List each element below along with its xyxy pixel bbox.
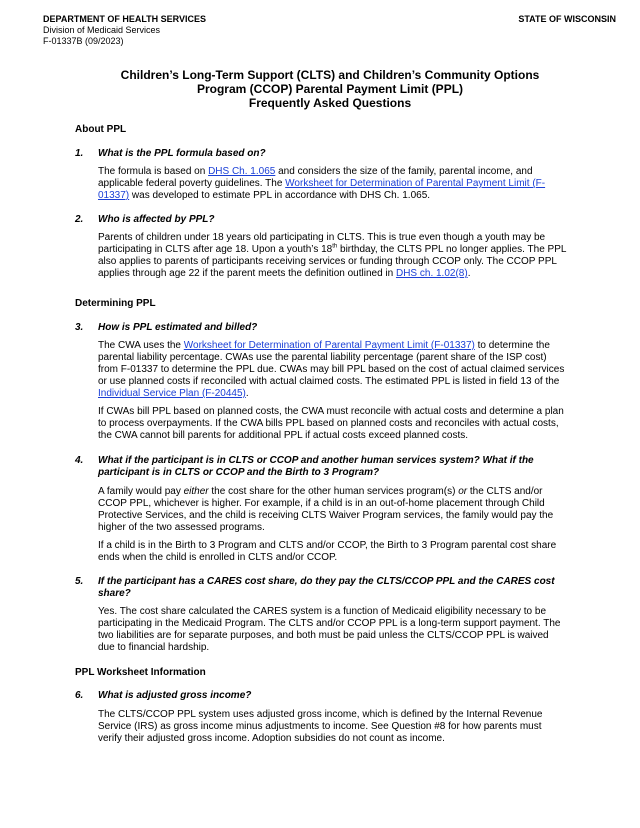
title-line-2: Program (CCOP) Parental Payment Limit (PPL) — [196, 82, 464, 96]
title-line-3: Frequently Asked Questions — [248, 96, 412, 110]
form-number: F-01337B (09/2023) — [43, 36, 124, 46]
answer-paragraph: The CLTS/CCOP PPL system uses adjusted gross income, which is defined by the Internal Revenue Service (IRS) as gross income minus adjustments to income. See Question #8 for how parents must verify their adjusted gross income. Adoption subsidies do not count as income. — [98, 709, 543, 744]
question-text: What is the PPL formula based on? — [98, 148, 266, 159]
question-text: What if the participant is in CLTS or CCOP and another human services system? What if the participant is in CLTS or CCOP and the Birth to 3 Program? — [98, 455, 534, 478]
question-number: 5. — [75, 576, 84, 587]
dhs-ch-1028-link[interactable]: DHS ch. 1.02(8) — [395, 268, 468, 279]
answer-paragraph: A family would pay either the cost share for the other human services program(s) or the CLTS and/or CCOP PPL, whichever is higher. For example, if a child is in an out-of-home placement through Child Protective Services, and the child is receiving CLTS Waiver Program services, the family would pay the higher of the two assessed programs. — [98, 486, 554, 533]
question-number: 1. — [75, 148, 84, 159]
answer-paragraph: The CWA uses the Worksheet for Determination of Parental Payment Limit (F-01337) to determine the parental liability percentage. CWAs use the parental liability percentage (parent share of the ISP cost) from F-01337 to determine the PPL due. CWAs may bill PPL based on the cost of actual claimed services or use planned costs if reconciled with actual claimed costs. The estimated PPL is listed in field 13 of the Individual Service Plan (F-20445). — [98, 340, 565, 399]
individual-service-plan-link[interactable]: Individual Service Plan (F-20445) — [98, 388, 246, 399]
question-text: If the participant has a CARES cost share, do they pay the CLTS/CCOP PPL and the CARES cost share? — [98, 576, 555, 599]
question-number: 4. — [75, 455, 84, 466]
question-number: 6. — [75, 690, 84, 701]
division-name: Division of Medicaid Services — [43, 25, 161, 35]
question-text: How is PPL estimated and billed? — [98, 322, 258, 333]
document-header — [43, 14, 616, 47]
page-title — [60, 68, 600, 110]
section-heading-about: About PPL — [75, 124, 127, 135]
worksheet-f01337-link[interactable]: Worksheet for Determination of Parental Payment Limit (F-01337) — [98, 178, 546, 201]
answer-paragraph: Yes. The cost share calculated the CARES system is a function of Medicaid eligibility necessary to be participating in the Medicaid Program. The CLTS and/or CCOP PPL is a long-term support payment. The two liabilities are for separate purposes, and both must be paid unless the CLTS/CCOP PPL is waived due to financial hardship. — [98, 606, 561, 653]
department-name: DEPARTMENT OF HEALTH SERVICES — [43, 14, 207, 24]
dhs-ch-1065-link[interactable]: DHS Ch. 1.065 — [208, 166, 276, 177]
worksheet-f01337-link[interactable]: Worksheet for Determination of Parental Payment Limit (F-01337) — [183, 340, 475, 351]
answer-paragraph: The formula is based on DHS Ch. 1.065 and considers the size of the family, parental income, and applicable federal poverty guidelines. The Worksheet for Determination of Parental Payment Limit (F-01337) was developed to estimate PPL in accordance with DHS Ch. 1.065. — [98, 166, 546, 201]
answer-paragraph: If a child is in the Birth to 3 Program and CLTS and/or CCOP, the Birth to 3 Program parental cost share ends when the child is enrolled in CLTS and/or CCOP. — [98, 540, 557, 563]
section-heading-determining: Determining PPL — [75, 298, 156, 309]
question-text: What is adjusted gross income? — [98, 690, 252, 701]
answer-paragraph: If CWAs bill PPL based on planned costs, the CWA must reconcile with actual costs and determine a plan to process overpayments. If the CWA bills PPL based on planned costs and reconciles with actual costs, the CWA cannot bill parents for additional PPL if actual costs exceed planned costs. — [98, 406, 564, 441]
question-number: 2. — [75, 214, 84, 225]
state-name: STATE OF WISCONSIN — [518, 14, 616, 24]
answer-paragraph: Parents of children under 18 years old participating in CLTS. This is true even though a youth may be participating in CLTS after age 18. Upon a youth’s 18th birthday, the CLTS PPL no longer applies. The PPL also applies to parents of participants receiving services or funding through CCOP only. The CCOP PPL applies through age 22 if the parent meets the definition outlined in DHS ch. 1.02(8). — [98, 232, 567, 279]
section-heading-worksheet: PPL Worksheet Information — [75, 667, 206, 678]
title-line-1: Children’s Long-Term Support (CLTS) and Children’s Community Options — [120, 68, 540, 82]
question-text: Who is affected by PPL? — [98, 214, 215, 225]
question-number: 3. — [75, 322, 84, 333]
